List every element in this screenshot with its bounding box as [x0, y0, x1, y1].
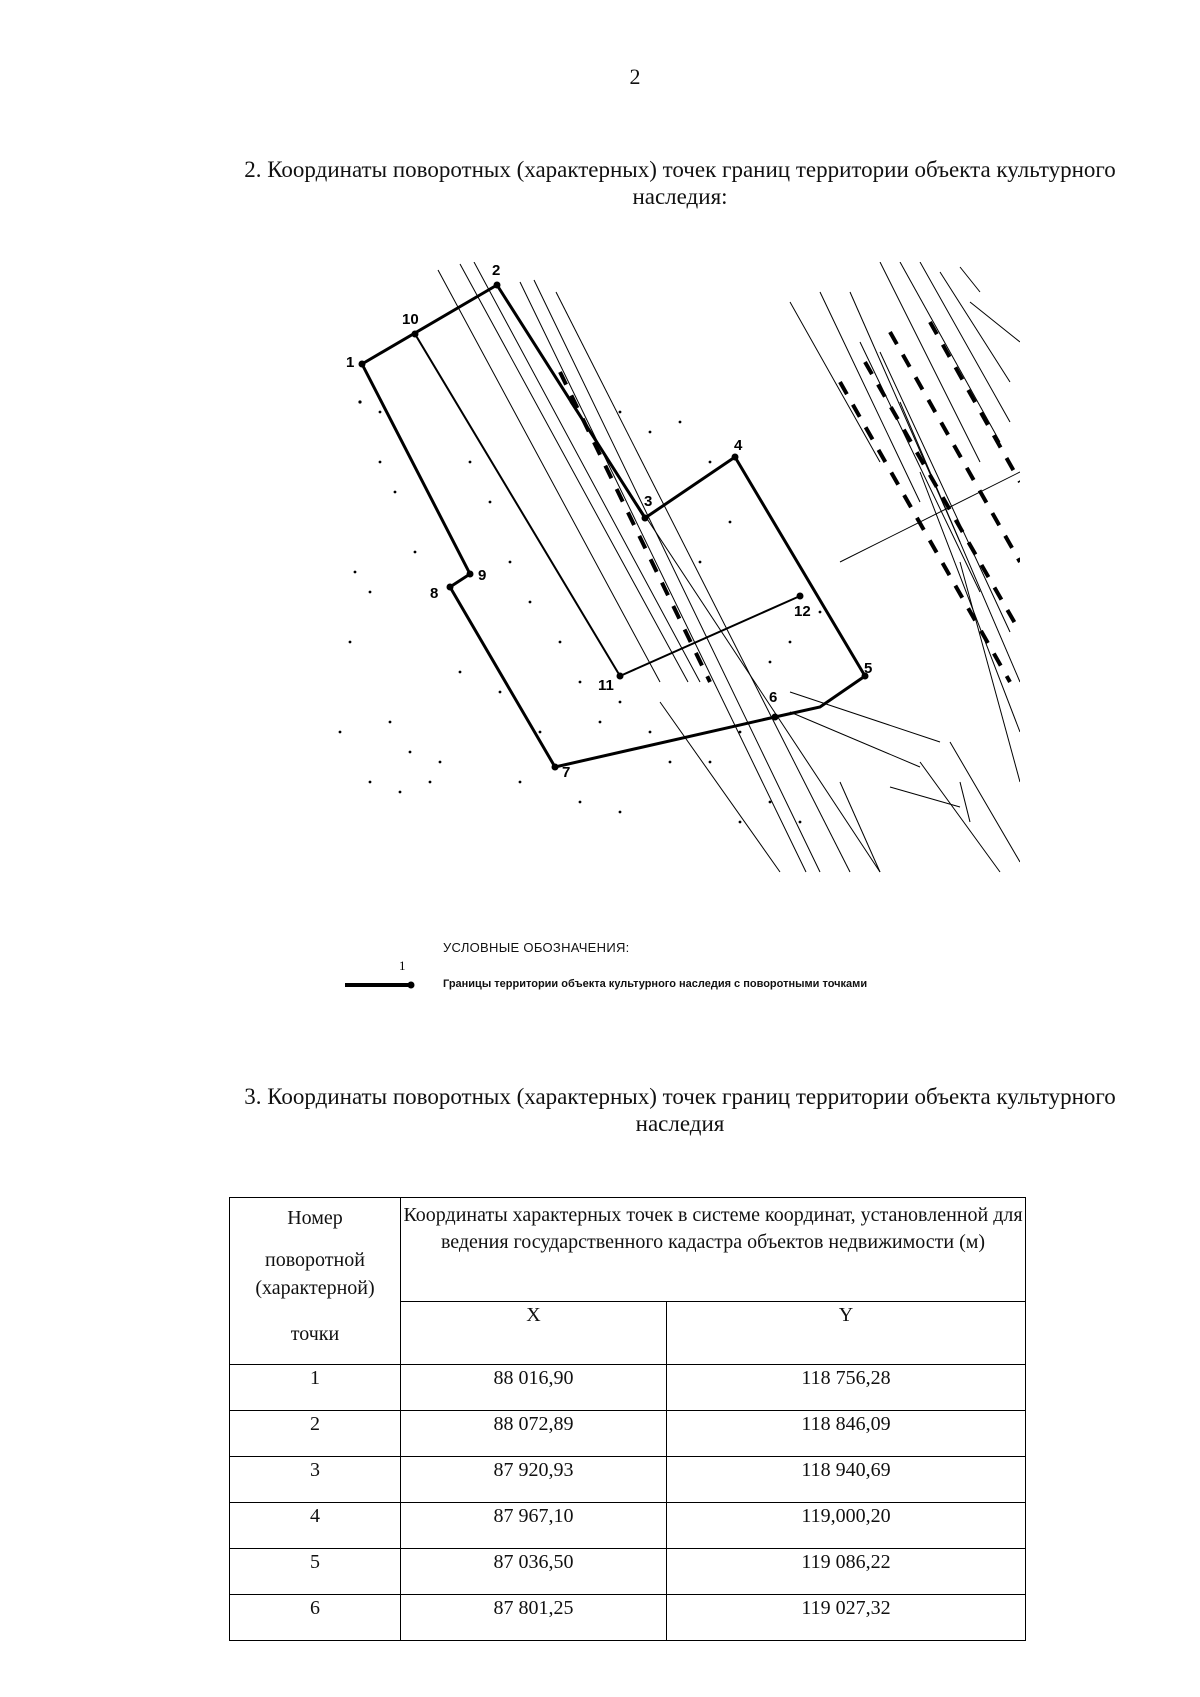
cell-y: 119,000,20 [667, 1503, 1026, 1549]
point-label-3: 3 [644, 493, 653, 510]
point-label-10: 10 [402, 311, 419, 328]
point-label-2: 2 [492, 262, 501, 279]
point-label-6: 6 [769, 689, 778, 706]
header-point-number [230, 1198, 401, 1365]
legend-boundary-symbol [345, 960, 425, 990]
boundary-point-3 [642, 515, 649, 522]
header-y: Y [667, 1302, 1026, 1365]
cell-point-number: 6 [230, 1595, 401, 1641]
cell-x: 88 072,89 [401, 1411, 667, 1457]
section-3-title: 3. Координаты поворотных (характерных) точек границ территории объекта культурного наследия [244, 1084, 1116, 1136]
cell-point-number: 5 [230, 1549, 401, 1595]
boundary-point-1 [359, 361, 366, 368]
cadastral-map [320, 262, 1020, 882]
boundary-point-9 [467, 571, 474, 578]
point-label-8: 8 [430, 585, 439, 602]
header-point-line-4: точки [290, 1323, 340, 1345]
table-row [230, 1503, 1026, 1549]
boundary-points [359, 282, 869, 771]
cell-point-number: 2 [230, 1411, 401, 1457]
boundary-point-7 [552, 764, 559, 771]
header-x: X [401, 1302, 667, 1365]
coordinates-table [229, 1197, 1026, 1641]
cell-point-number: 1 [230, 1365, 401, 1411]
cell-y: 118 940,69 [667, 1457, 1026, 1503]
legend-boundary-text: Границы территории объекта культурного наследия с поворотными точками [443, 978, 868, 990]
boundary-point-8 [447, 584, 454, 591]
point-label-1: 1 [346, 354, 355, 371]
cell-x: 87 920,93 [401, 1457, 667, 1503]
cell-y: 118 756,28 [667, 1365, 1026, 1411]
point-label-11: 11 [598, 677, 614, 694]
section-2-title: 2. Координаты поворотных (характерных) точек границ территории объекта культурного наследия: [244, 157, 1116, 209]
map-background-lines [438, 262, 1020, 872]
header-point-line-1: Номер [287, 1207, 343, 1229]
page-number: 2 [629, 64, 641, 89]
header-point-line-3: (характерной) [255, 1277, 375, 1299]
boundary-point-4 [732, 454, 739, 461]
table-row [230, 1365, 1026, 1411]
table-row [230, 1411, 1026, 1457]
boundary-point-11 [617, 673, 624, 680]
cell-point-number: 3 [230, 1457, 401, 1503]
header-point-line-2: поворотной [265, 1249, 365, 1271]
point-label-4: 4 [734, 437, 743, 454]
cell-x: 87 801,25 [401, 1595, 667, 1641]
point-label-9: 9 [478, 567, 487, 584]
point-label-7: 7 [562, 764, 571, 781]
cell-x: 88 016,90 [401, 1365, 667, 1411]
table-row [230, 1457, 1026, 1503]
table-row [230, 1549, 1026, 1595]
cell-y: 118 846,09 [667, 1411, 1026, 1457]
table-row [230, 1595, 1026, 1641]
boundary-point-2 [494, 282, 501, 289]
map-hatching [560, 322, 1020, 682]
boundary-point-10 [412, 331, 419, 338]
boundary-point-6 [772, 714, 779, 721]
legend-title: УСЛОВНЫЕ ОБОЗНАЧЕНИЯ: [443, 940, 630, 955]
legend-symbol-label: 1 [399, 960, 406, 973]
point-label-5: 5 [864, 660, 873, 677]
point-label-12: 12 [794, 603, 811, 620]
cell-x: 87 036,50 [401, 1549, 667, 1595]
cell-y: 119 086,22 [667, 1549, 1026, 1595]
cell-point-number: 4 [230, 1503, 401, 1549]
cell-x: 87 967,10 [401, 1503, 667, 1549]
header-coordinates: Координаты характерных точек в системе координат, установленной для ведения государственного кадастра объектов недвижимости (м) [401, 1198, 1026, 1302]
cell-y: 119 027,32 [667, 1595, 1026, 1641]
territory-boundary [362, 285, 865, 767]
boundary-point-12 [797, 593, 804, 600]
